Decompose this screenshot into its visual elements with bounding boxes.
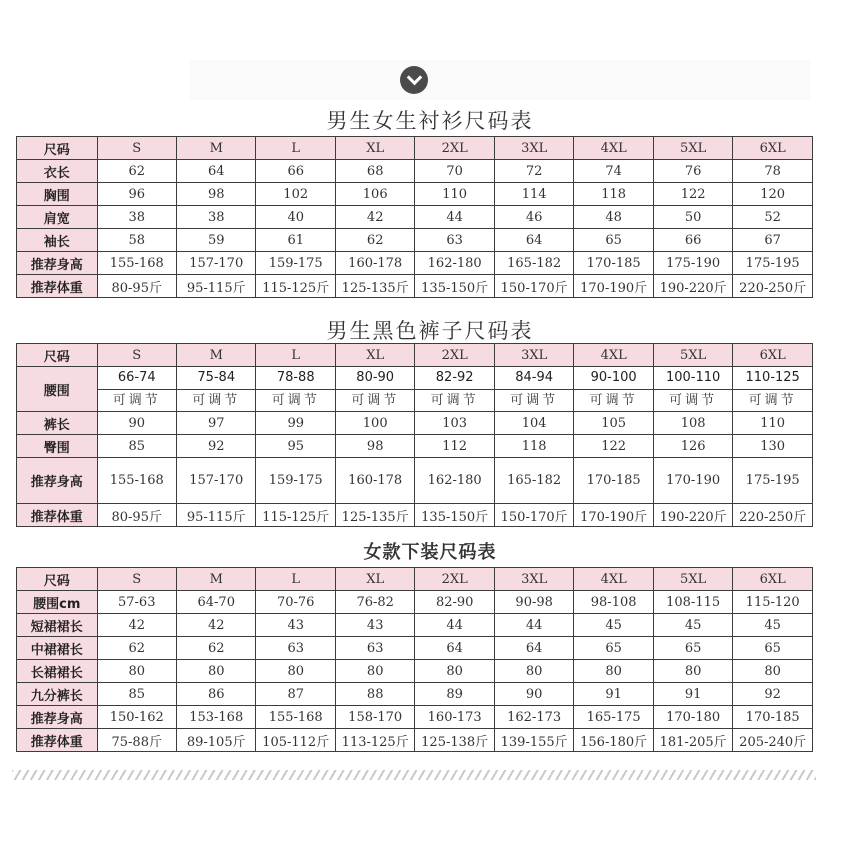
row-label: 推荐身高 [17, 252, 98, 275]
waist-cell [733, 367, 813, 412]
shirt-size-table [16, 136, 813, 298]
value-cell: 99 [256, 412, 335, 435]
value-cell: 160-173 [415, 706, 494, 729]
size-header-cell: 6XL [733, 344, 813, 367]
value-cell: 170-190斤 [574, 504, 653, 527]
value-cell: 80-95斤 [97, 275, 176, 298]
top-shade [190, 60, 810, 100]
size-header-cell: 3XL [494, 568, 573, 591]
table-row [17, 206, 813, 229]
size-header-label: 尺码 [17, 344, 98, 367]
row-label: 九分裤长 [17, 683, 98, 706]
value-cell: 181-205斤 [653, 729, 732, 752]
size-header-label: 尺码 [17, 568, 98, 591]
value-cell: 80-95斤 [97, 504, 176, 527]
pants-table-title: 男生黑色裤子尺码表 [326, 319, 534, 343]
value-cell: 115-120 [733, 591, 813, 614]
value-cell: 64-70 [176, 591, 255, 614]
row-label: 中裙裙长 [17, 637, 98, 660]
size-header-label: 尺码 [17, 137, 98, 160]
value-cell: 170-180 [653, 706, 732, 729]
table-row [17, 683, 813, 706]
size-header-cell: 6XL [733, 568, 813, 591]
value-cell: 64 [494, 637, 573, 660]
value-cell: 165-182 [494, 458, 573, 504]
value-cell: 190-220斤 [653, 504, 732, 527]
value-cell: 156-180斤 [574, 729, 653, 752]
size-header-cell: XL [335, 344, 414, 367]
value-cell: 104 [494, 412, 573, 435]
table-row [17, 504, 813, 527]
women-bottoms-size-table [16, 567, 813, 752]
table-row [17, 275, 813, 298]
pants-size-table [16, 343, 813, 527]
table-row [17, 660, 813, 683]
value-cell: 122 [574, 435, 653, 458]
value-cell: 65 [653, 637, 732, 660]
waist-row [17, 367, 813, 412]
adjustable-note: 可调节 [510, 393, 559, 408]
value-cell: 159-175 [256, 458, 335, 504]
value-cell: 115-125斤 [256, 504, 335, 527]
value-cell: 125-135斤 [335, 275, 414, 298]
value-cell: 90 [494, 683, 573, 706]
waist-range: 100-110 [654, 367, 732, 390]
value-cell: 100 [335, 412, 414, 435]
header-row [17, 568, 813, 591]
value-cell: 108 [653, 412, 732, 435]
value-cell: 66 [256, 160, 335, 183]
value-cell: 92 [733, 683, 813, 706]
value-cell: 106 [335, 183, 414, 206]
row-label: 推荐体重 [17, 275, 98, 298]
row-label: 长裙裙长 [17, 660, 98, 683]
value-cell: 80 [653, 660, 732, 683]
value-cell: 122 [653, 183, 732, 206]
adjustable-note: 可调节 [589, 393, 638, 408]
value-cell: 92 [176, 435, 255, 458]
value-cell: 205-240斤 [733, 729, 813, 752]
row-label: 肩宽 [17, 206, 98, 229]
value-cell: 80 [494, 660, 573, 683]
row-label: 推荐体重 [17, 729, 98, 752]
value-cell: 52 [733, 206, 813, 229]
value-cell: 63 [335, 637, 414, 660]
waist-cell [97, 367, 176, 412]
value-cell: 162-180 [415, 252, 494, 275]
waist-cell [415, 367, 494, 412]
value-cell: 165-175 [574, 706, 653, 729]
value-cell: 59 [176, 229, 255, 252]
table-row [17, 183, 813, 206]
value-cell: 159-175 [256, 252, 335, 275]
value-cell: 63 [256, 637, 335, 660]
value-cell: 170-185 [733, 706, 813, 729]
value-cell: 76 [653, 160, 732, 183]
value-cell: 103 [415, 412, 494, 435]
size-header-cell: 5XL [653, 568, 732, 591]
value-cell: 72 [494, 160, 573, 183]
size-header-cell: S [97, 137, 176, 160]
value-cell: 90 [97, 412, 176, 435]
value-cell: 162-180 [415, 458, 494, 504]
value-cell: 98 [176, 183, 255, 206]
table-row [17, 637, 813, 660]
row-label: 臀围 [17, 435, 98, 458]
value-cell: 61 [256, 229, 335, 252]
value-cell: 64 [494, 229, 573, 252]
value-cell: 110 [415, 183, 494, 206]
value-cell: 91 [574, 683, 653, 706]
value-cell: 150-170斤 [494, 275, 573, 298]
value-cell: 170-185 [574, 252, 653, 275]
table-row [17, 252, 813, 275]
row-label: 腰围 [17, 367, 98, 412]
value-cell: 112 [415, 435, 494, 458]
row-label: 腰围cm [17, 591, 98, 614]
row-label: 袖长 [17, 229, 98, 252]
value-cell: 98-108 [574, 591, 653, 614]
value-cell: 118 [574, 183, 653, 206]
size-header-cell: 2XL [415, 137, 494, 160]
waist-cell [653, 367, 732, 412]
value-cell: 98 [335, 435, 414, 458]
value-cell: 157-170 [176, 458, 255, 504]
value-cell: 67 [733, 229, 813, 252]
value-cell: 160-178 [335, 458, 414, 504]
row-label: 推荐身高 [17, 706, 98, 729]
size-header-cell: 5XL [653, 344, 732, 367]
value-cell: 57-63 [97, 591, 176, 614]
value-cell: 62 [176, 637, 255, 660]
value-cell: 96 [97, 183, 176, 206]
value-cell: 157-170 [176, 252, 255, 275]
value-cell: 80 [733, 660, 813, 683]
adjustable-note: 可调节 [669, 393, 718, 408]
waist-range: 84-94 [495, 367, 573, 390]
size-header-cell: 2XL [415, 344, 494, 367]
value-cell: 66 [653, 229, 732, 252]
value-cell: 42 [335, 206, 414, 229]
row-label: 衣长 [17, 160, 98, 183]
waist-range: 78-88 [256, 367, 334, 390]
divider-stripes [12, 770, 816, 780]
value-cell: 80 [176, 660, 255, 683]
size-header-cell: L [256, 568, 335, 591]
value-cell: 90-98 [494, 591, 573, 614]
table-row [17, 412, 813, 435]
value-cell: 45 [574, 614, 653, 637]
size-header-cell: XL [335, 568, 414, 591]
value-cell: 97 [176, 412, 255, 435]
value-cell: 158-170 [335, 706, 414, 729]
value-cell: 85 [97, 435, 176, 458]
women-bottoms-table-title: 女款下装尺码表 [363, 542, 497, 563]
size-header-cell: 2XL [415, 568, 494, 591]
value-cell: 63 [415, 229, 494, 252]
value-cell: 86 [176, 683, 255, 706]
value-cell: 160-178 [335, 252, 414, 275]
value-cell: 70 [415, 160, 494, 183]
adjustable-note: 可调节 [192, 393, 241, 408]
value-cell: 75-88斤 [97, 729, 176, 752]
table-row [17, 458, 813, 504]
waist-range: 75-84 [177, 367, 255, 390]
value-cell: 85 [97, 683, 176, 706]
value-cell: 40 [256, 206, 335, 229]
value-cell: 95-115斤 [176, 275, 255, 298]
table-row [17, 706, 813, 729]
value-cell: 114 [494, 183, 573, 206]
value-cell: 80 [256, 660, 335, 683]
waist-cell [494, 367, 573, 412]
value-cell: 74 [574, 160, 653, 183]
value-cell: 65 [574, 229, 653, 252]
waist-cell [335, 367, 414, 412]
table-row [17, 160, 813, 183]
value-cell: 68 [335, 160, 414, 183]
value-cell: 88 [335, 683, 414, 706]
waist-range: 82-92 [415, 367, 493, 390]
value-cell: 38 [176, 206, 255, 229]
value-cell: 170-190 [653, 458, 732, 504]
value-cell: 58 [97, 229, 176, 252]
value-cell: 50 [653, 206, 732, 229]
value-cell: 70-76 [256, 591, 335, 614]
size-header-cell: S [97, 344, 176, 367]
value-cell: 175-190 [653, 252, 732, 275]
row-label: 裤长 [17, 412, 98, 435]
value-cell: 150-162 [97, 706, 176, 729]
value-cell: 175-195 [733, 252, 813, 275]
value-cell: 130 [733, 435, 813, 458]
value-cell: 139-155斤 [494, 729, 573, 752]
waist-range: 66-74 [98, 367, 176, 390]
row-label: 胸围 [17, 183, 98, 206]
shirt-table-title: 男生女生衬衫尺码表 [326, 109, 534, 133]
value-cell: 115-125斤 [256, 275, 335, 298]
size-header-cell: L [256, 137, 335, 160]
value-cell: 80 [574, 660, 653, 683]
waist-range: 80-90 [336, 367, 414, 390]
value-cell: 82-90 [415, 591, 494, 614]
size-header-cell: S [97, 568, 176, 591]
adjustable-note: 可调节 [748, 393, 797, 408]
value-cell: 105 [574, 412, 653, 435]
waist-cell [176, 367, 255, 412]
table-row [17, 729, 813, 752]
size-header-cell: 3XL [494, 137, 573, 160]
value-cell: 89-105斤 [176, 729, 255, 752]
chevron-down-icon[interactable] [400, 66, 428, 94]
size-header-cell: M [176, 568, 255, 591]
value-cell: 45 [653, 614, 732, 637]
size-header-cell: L [256, 344, 335, 367]
value-cell: 113-125斤 [335, 729, 414, 752]
value-cell: 38 [97, 206, 176, 229]
table-row [17, 614, 813, 637]
table-row [17, 229, 813, 252]
value-cell: 102 [256, 183, 335, 206]
value-cell: 220-250斤 [733, 275, 813, 298]
value-cell: 46 [494, 206, 573, 229]
value-cell: 125-135斤 [335, 504, 414, 527]
value-cell: 65 [733, 637, 813, 660]
size-header-cell: 3XL [494, 344, 573, 367]
value-cell: 44 [494, 614, 573, 637]
value-cell: 62 [97, 160, 176, 183]
value-cell: 44 [415, 614, 494, 637]
value-cell: 155-168 [256, 706, 335, 729]
header-row [17, 137, 813, 160]
value-cell: 78 [733, 160, 813, 183]
value-cell: 175-195 [733, 458, 813, 504]
value-cell: 120 [733, 183, 813, 206]
size-header-cell: XL [335, 137, 414, 160]
value-cell: 153-168 [176, 706, 255, 729]
value-cell: 155-168 [97, 458, 176, 504]
value-cell: 170-185 [574, 458, 653, 504]
size-header-cell: 4XL [574, 137, 653, 160]
value-cell: 108-115 [653, 591, 732, 614]
value-cell: 126 [653, 435, 732, 458]
value-cell: 65 [574, 637, 653, 660]
value-cell: 64 [415, 637, 494, 660]
value-cell: 162-173 [494, 706, 573, 729]
value-cell: 125-138斤 [415, 729, 494, 752]
value-cell: 45 [733, 614, 813, 637]
value-cell: 95 [256, 435, 335, 458]
header-row [17, 344, 813, 367]
value-cell: 105-112斤 [256, 729, 335, 752]
value-cell: 44 [415, 206, 494, 229]
waist-cell [256, 367, 335, 412]
value-cell: 220-250斤 [733, 504, 813, 527]
value-cell: 118 [494, 435, 573, 458]
adjustable-note: 可调节 [112, 393, 161, 408]
value-cell: 76-82 [335, 591, 414, 614]
value-cell: 95-115斤 [176, 504, 255, 527]
waist-cell [574, 367, 653, 412]
size-header-cell: 5XL [653, 137, 732, 160]
value-cell: 135-150斤 [415, 504, 494, 527]
adjustable-note: 可调节 [430, 393, 479, 408]
adjustable-note: 可调节 [351, 393, 400, 408]
row-label: 短裙裙长 [17, 614, 98, 637]
size-header-cell: 4XL [574, 344, 653, 367]
value-cell: 89 [415, 683, 494, 706]
value-cell: 87 [256, 683, 335, 706]
value-cell: 42 [97, 614, 176, 637]
value-cell: 80 [335, 660, 414, 683]
value-cell: 42 [176, 614, 255, 637]
value-cell: 62 [97, 637, 176, 660]
value-cell: 155-168 [97, 252, 176, 275]
table-row [17, 591, 813, 614]
size-header-cell: 6XL [733, 137, 813, 160]
table-row [17, 435, 813, 458]
row-label: 推荐体重 [17, 504, 98, 527]
value-cell: 43 [335, 614, 414, 637]
value-cell: 110 [733, 412, 813, 435]
size-header-cell: 4XL [574, 568, 653, 591]
value-cell: 64 [176, 160, 255, 183]
value-cell: 165-182 [494, 252, 573, 275]
value-cell: 48 [574, 206, 653, 229]
value-cell: 80 [97, 660, 176, 683]
value-cell: 62 [335, 229, 414, 252]
waist-range: 90-100 [574, 367, 652, 390]
size-header-cell: M [176, 137, 255, 160]
value-cell: 190-220斤 [653, 275, 732, 298]
row-label: 推荐身高 [17, 458, 98, 504]
waist-range: 110-125 [733, 367, 812, 390]
size-header-cell: M [176, 344, 255, 367]
value-cell: 135-150斤 [415, 275, 494, 298]
value-cell: 43 [256, 614, 335, 637]
value-cell: 170-190斤 [574, 275, 653, 298]
value-cell: 91 [653, 683, 732, 706]
value-cell: 80 [415, 660, 494, 683]
value-cell: 150-170斤 [494, 504, 573, 527]
adjustable-note: 可调节 [271, 393, 320, 408]
